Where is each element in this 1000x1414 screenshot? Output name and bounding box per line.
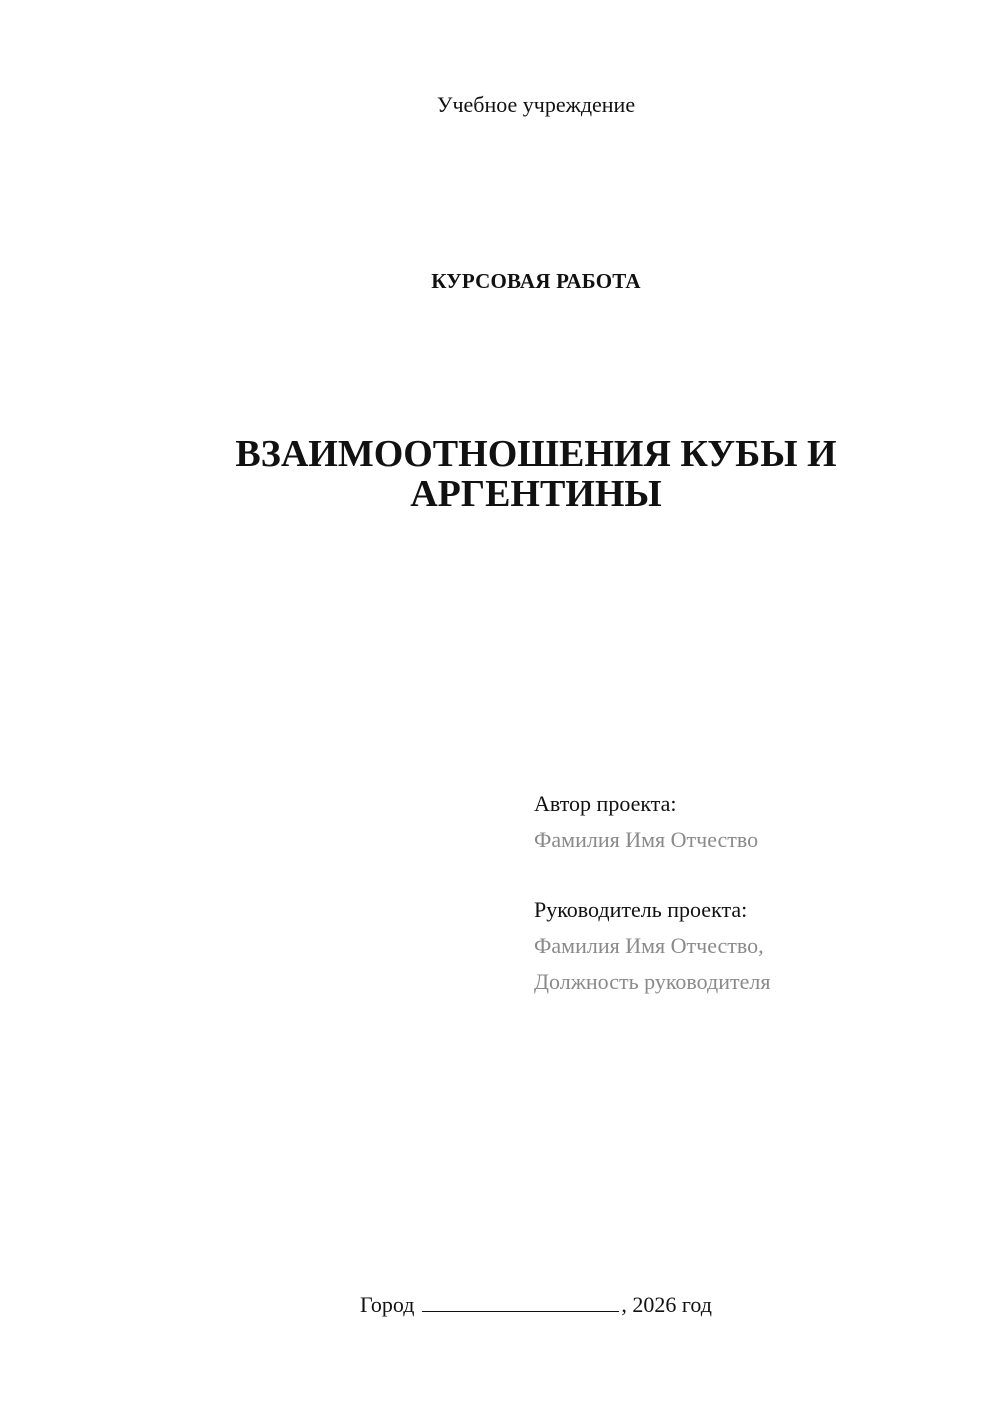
institution-name: Учебное учреждение: [436, 92, 636, 117]
year-label: , 2026 год: [621, 1292, 712, 1317]
supervisor-name: Фамилия Имя Отчество,: [534, 933, 764, 958]
title-line-1: ВЗАИМООТНОШЕНИЯ КУБЫ И: [235, 433, 837, 475]
author-label: Автор проекта:: [534, 791, 677, 816]
document-title: [0, 434, 1000, 514]
work-type-heading: КУРСОВАЯ РАБОТА: [431, 269, 641, 293]
city-label: Город: [360, 1292, 415, 1317]
supervisor-label: Руководитель проекта:: [534, 897, 748, 922]
city-blank-line: [422, 1293, 619, 1312]
spacer: [534, 858, 954, 892]
project-info-block: [534, 786, 954, 1000]
title-line-2: АРГЕНТИНЫ: [410, 473, 662, 515]
supervisor-position: Должность руководителя: [534, 969, 771, 994]
city-year-line: [0, 1290, 1000, 1320]
author-name: Фамилия Имя Отчество: [534, 827, 759, 852]
